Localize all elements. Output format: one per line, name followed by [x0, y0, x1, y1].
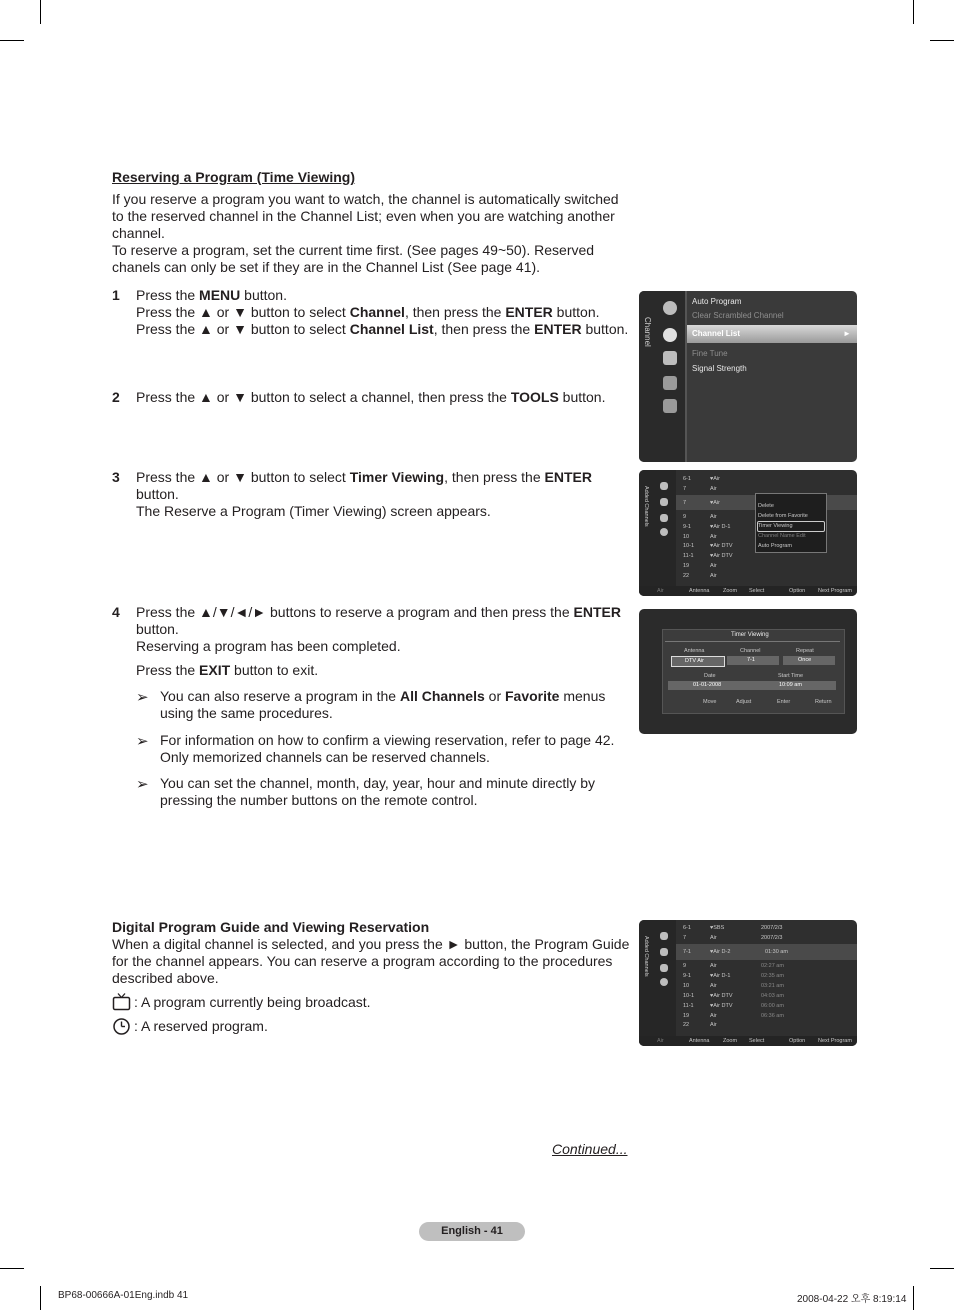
screen-help-bar: Air Antenna Zoom Select Option Next Program [639, 586, 857, 596]
added-channels-icon [660, 948, 668, 956]
body-line: When a digital channel is selected, and you press the ► button, the Program Guide [112, 936, 630, 952]
tools-popup [755, 493, 827, 553]
screen-help-bar: Air Antenna Zoom Select Option Next Program [639, 1036, 857, 1046]
side-label: Added Channels [643, 486, 649, 527]
step-number: 2 [112, 389, 120, 405]
program-info: 02:35 am [761, 973, 784, 979]
date-field[interactable]: 01-01-2008 [668, 681, 754, 690]
channel-number: 10-1 [683, 993, 695, 999]
crop-mark [930, 40, 954, 41]
popup-item[interactable]: Auto Program [758, 543, 792, 549]
channel-number: 22 [683, 573, 690, 579]
intro-line: to the reserved channel in the Channel List; even when you are watching another [112, 208, 615, 224]
side-label: Channel [643, 317, 652, 347]
channel-number: 10 [683, 534, 690, 540]
continued-label: Continued... [552, 1141, 628, 1157]
sound-icon [663, 376, 677, 390]
channel-number: 11-1 [683, 553, 694, 559]
channel-name[interactable]: ♥Air D-1 [710, 524, 731, 530]
arrow-right-icon: ► [843, 329, 851, 338]
dialog-title: Timer Viewing [731, 632, 769, 638]
channel-name[interactable]: ♥Air D-1 [710, 973, 731, 979]
channel-list-screen [639, 470, 857, 596]
menu-item-auto-program[interactable]: Auto Program [692, 297, 742, 306]
popup-item[interactable]: Delete from Favorite [758, 513, 808, 519]
channel-name[interactable]: Air [710, 1013, 717, 1019]
all-channels-icon [660, 482, 668, 490]
step-number: 1 [112, 287, 120, 303]
step-text: Press the ▲ or ▼ button to select Channel List, then press the ENTER button. [136, 321, 629, 337]
step-text: Reserving a program has been completed. [136, 638, 401, 654]
program-info: 02:27 am [761, 963, 784, 969]
antenna-field[interactable]: DTV Air [671, 656, 725, 667]
channel-name[interactable]: ♥Air D-2 [710, 949, 731, 955]
note-text: You can set the channel, month, day, year, hour and minute directly by [160, 775, 596, 791]
intro-line: If you reserve a program you want to watch, the channel is automatically switched [112, 191, 619, 207]
channel-menu-screen [639, 291, 857, 462]
menu-item-channel-list[interactable] [687, 325, 857, 343]
note-text: For information on how to confirm a viewing reservation, refer to page 42. [160, 732, 615, 748]
menu-item-signal-strength[interactable]: Signal Strength [692, 364, 747, 373]
programmed-icon [660, 528, 668, 536]
channel-number: 7 [683, 935, 687, 941]
section-title: Digital Program Guide and Viewing Reservation [112, 919, 430, 935]
section-title: Reserving a Program (Time Viewing) [112, 169, 356, 185]
channel-number: 6-1 [683, 925, 691, 931]
channel-number: 10-1 [683, 543, 695, 549]
broadcast-tv-icon [112, 993, 132, 1011]
popup-item[interactable]: Delete [758, 503, 774, 509]
footer-file: BP68-00666A-01Eng.indb 41 [58, 1290, 189, 1301]
program-info: 2007/2/3 [761, 925, 783, 931]
intro-line: To reserve a program, set the current time first. (See pages 49~50). Reserved [112, 242, 595, 258]
program-info: 04:03 am [761, 993, 784, 999]
channel-number: 11-1 [683, 1003, 694, 1009]
note-text: Only memorized channels can be reserved channels. [160, 749, 490, 765]
timer-viewing-screen: Timer Viewing Antenna Channel Repeat DTV Air 7-1 Once Date Start Time 01-01-2008 10:09 am Move Adjust Enter Return [639, 609, 857, 734]
adjust-hint: Adjust [736, 699, 752, 705]
channel-name[interactable]: ♥SBS [710, 925, 725, 931]
channel-number: 22 [683, 1022, 690, 1028]
input-icon [663, 301, 677, 315]
channel-name[interactable]: Air [710, 1022, 717, 1028]
channel-number: 19 [683, 563, 690, 569]
note-arrow-icon: ➢ [136, 689, 149, 706]
channel-number: 9 [683, 514, 687, 520]
step-text: Press the ▲/▼/◄/► buttons to reserve a program and then press the ENTER [136, 604, 621, 620]
channel-number: 9 [683, 963, 687, 969]
return-hint: Return [815, 699, 832, 705]
channel-field[interactable]: 7-1 [727, 656, 779, 665]
channel-name[interactable]: ♥Air DTV [710, 1003, 733, 1009]
channel-name[interactable]: ♥Air [710, 500, 720, 506]
menu-item-fine-tune[interactable]: Fine Tune [692, 349, 728, 358]
footer-date: 2008-04-22 오후 8:19:14 [797, 1294, 907, 1305]
added-channels-icon [660, 498, 668, 506]
note-arrow-icon: ➢ [136, 776, 149, 793]
crop-mark [913, 0, 914, 24]
step-text: Press the ▲ or ▼ button to select a channel, then press the TOOLS button. [136, 389, 606, 405]
start-time-field[interactable]: 10:09 am [754, 681, 836, 690]
program-guide-screen [639, 920, 857, 1046]
intro-line: chanels can only be set if they are in the Channel List (See page 41). [112, 259, 541, 275]
channel-name[interactable]: ♥Air DTV [710, 543, 733, 549]
crop-mark [0, 1268, 24, 1269]
reserved-clock-icon [112, 1017, 132, 1035]
enter-hint: Enter [777, 699, 791, 705]
body-line: described above. [112, 970, 219, 986]
crop-mark [913, 1286, 914, 1310]
channel-name[interactable]: Air [710, 963, 717, 969]
favorite-icon [660, 964, 668, 972]
note-arrow-icon: ➢ [136, 733, 149, 750]
legend-text: : A reserved program. [134, 1018, 268, 1034]
note-text: pressing the number buttons on the remote control. [160, 792, 478, 808]
setup-icon [663, 351, 677, 365]
program-info: 03:21 am [761, 983, 784, 989]
channel-name[interactable]: Air [710, 514, 717, 520]
channel-name[interactable]: ♥Air [710, 476, 720, 482]
channel-number: 7 [683, 486, 687, 492]
channel-number: 9-1 [683, 973, 691, 979]
popup-item: Timer Viewing [758, 523, 793, 529]
channel-name[interactable]: ♥Air DTV [710, 553, 733, 559]
note-text: You can also reserve a program in the All Channels or Favorite menus [160, 688, 606, 704]
crop-mark [40, 1286, 41, 1310]
popup-item[interactable]: Channel Name Edit [758, 533, 806, 539]
step-number: 3 [112, 469, 120, 485]
channel-number: 6-1 [683, 476, 691, 482]
channel-name[interactable]: Air [710, 935, 717, 941]
channel-name[interactable]: Air [710, 983, 717, 989]
side-label: Added Channels [643, 936, 649, 977]
step-text: Press the MENU button. [136, 287, 287, 303]
channel-number: 7-1 [683, 949, 691, 955]
favorite-icon [660, 514, 668, 522]
channel-name[interactable]: Air [710, 486, 717, 492]
channel-name[interactable]: ♥Air DTV [710, 993, 733, 999]
crop-mark [0, 40, 24, 41]
picture-icon [663, 399, 677, 413]
program-info: 01:30 am [765, 949, 788, 955]
step-text: button. [136, 621, 179, 637]
channel-name[interactable]: Air [710, 563, 717, 569]
channel-name[interactable]: Air [710, 573, 717, 579]
step-text: button. [136, 486, 179, 502]
move-hint: Move [703, 699, 717, 705]
step-text: Press the EXIT button to exit. [136, 662, 319, 678]
intro-line: channel. [112, 225, 165, 241]
page-label: English - 41 [419, 1222, 525, 1241]
step-text: Press the ▲ or ▼ button to select Timer Viewing, then press the ENTER [136, 469, 592, 485]
menu-item-label: Channel List [692, 329, 741, 338]
crop-mark [40, 0, 41, 24]
channel-number: 7 [683, 500, 687, 506]
step-text: Press the ▲ or ▼ button to select Channel, then press the ENTER button. [136, 304, 600, 320]
channel-icon [663, 328, 677, 342]
menu-item-clear-scrambled[interactable]: Clear Scrambled Channel [692, 311, 784, 320]
programmed-icon [660, 978, 668, 986]
program-info: 2007/2/3 [761, 935, 783, 941]
legend-text: : A program currently being broadcast. [134, 994, 371, 1010]
channel-name[interactable]: Air [710, 534, 717, 540]
body-line: for the channel appears. You can reserve a program according to the procedures [112, 953, 613, 969]
note-text: using the same procedures. [160, 705, 333, 721]
step-text: The Reserve a Program (Timer Viewing) screen appears. [136, 503, 491, 519]
all-channels-icon [660, 932, 668, 940]
program-info: 06:00 am [761, 1003, 784, 1009]
channel-number: 10 [683, 983, 690, 989]
repeat-field[interactable]: Once [783, 656, 835, 665]
crop-mark [930, 1268, 954, 1269]
program-info: 06:36 am [761, 1013, 784, 1019]
channel-number: 9-1 [683, 524, 691, 530]
step-number: 4 [112, 604, 120, 620]
channel-number: 19 [683, 1013, 690, 1019]
